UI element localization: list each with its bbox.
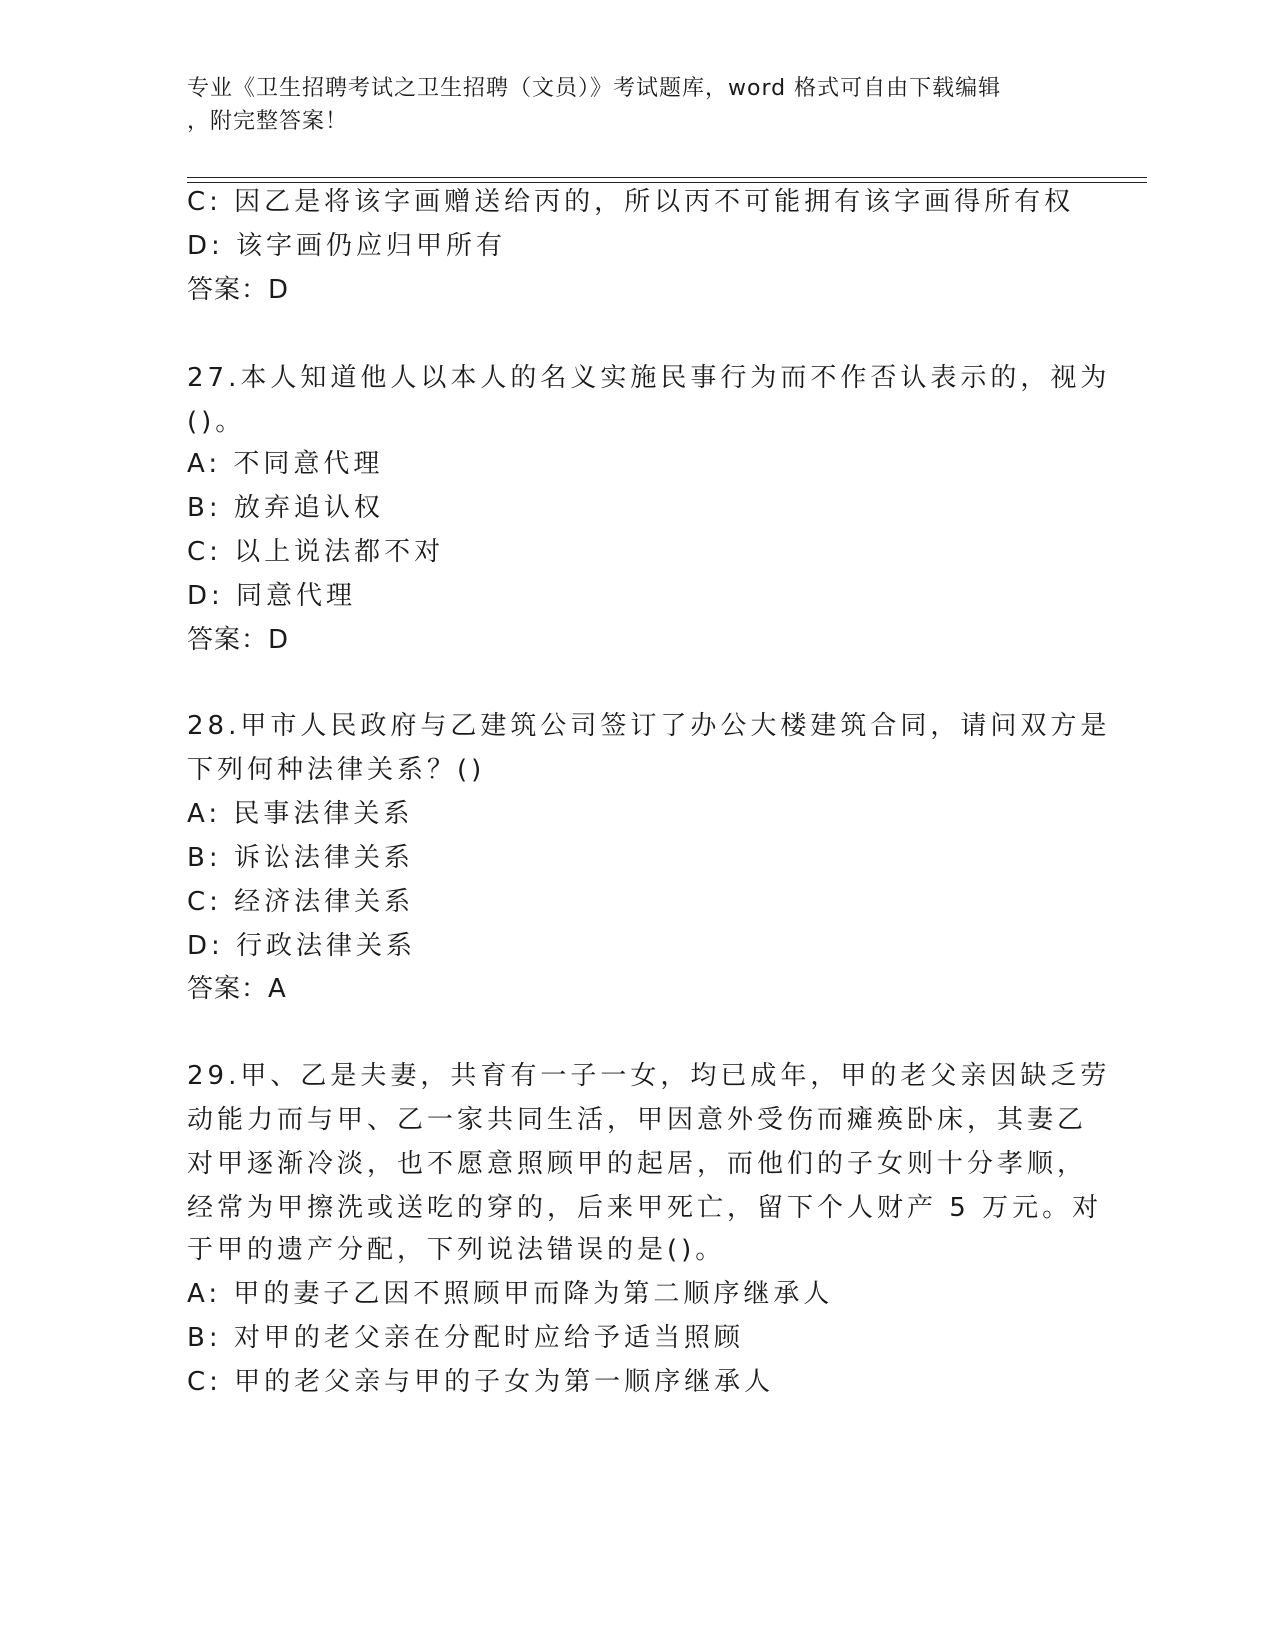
q29-stem-line-3: 对甲逐渐冷淡，也不愿意照顾甲的起居，而他们的子女则十分孝顺， bbox=[187, 1149, 1088, 1179]
q27-option-a: A: 不同意代理 bbox=[187, 449, 384, 479]
header-divider-top bbox=[187, 177, 1147, 178]
q28-stem-line-1: 28.甲市人民政府与乙建筑公司签订了办公大楼建筑合同，请问双方是 bbox=[187, 711, 1111, 741]
q26-option-d: D: 该字画仍应归甲所有 bbox=[187, 231, 507, 261]
header-line-1: 专业《卫生招聘考试之卫生招聘（文员）》考试题库，word 格式可自由下载编辑 bbox=[187, 76, 1002, 101]
q27-answer: 答案：D bbox=[187, 625, 290, 655]
q29-stem-line-2: 动能力而与甲、乙一家共同生活，甲因意外受伤而瘫痪卧床，其妻乙 bbox=[187, 1105, 1088, 1135]
q27-stem-line-1: 27.本人知道他人以本人的名义实施民事行为而不作否认表示的，视为 bbox=[187, 363, 1111, 393]
q27-option-b: B: 放弃追认权 bbox=[187, 493, 384, 523]
header-divider-bottom bbox=[187, 182, 1147, 183]
q28-option-d: D: 行政法律关系 bbox=[187, 931, 417, 961]
q29-stem-line-5: 于甲的遗产分配，下列说法错误的是()。 bbox=[187, 1235, 726, 1265]
q28-option-c: C: 经济法律关系 bbox=[187, 887, 415, 917]
q26-option-c: C: 因乙是将该字画赠送给丙的，所以丙不可能拥有该字画得所有权 bbox=[187, 187, 1075, 217]
q28-stem-line-2: 下列何种法律关系？() bbox=[187, 755, 486, 785]
q27-option-c: C: 以上说法都不对 bbox=[187, 537, 445, 567]
q27-stem-line-2: ()。 bbox=[187, 407, 246, 437]
header-line-2: ，附完整答案！ bbox=[187, 109, 349, 134]
q29-stem-line-1: 29.甲、乙是夫妻，共育有一子一女，均已成年，甲的老父亲因缺乏劳 bbox=[187, 1061, 1111, 1091]
q29-option-a: A: 甲的妻子乙因不照顾甲而降为第二顺序继承人 bbox=[187, 1279, 834, 1309]
document-header bbox=[187, 72, 1067, 138]
q27-option-d: D: 同意代理 bbox=[187, 581, 357, 611]
q29-option-c: C: 甲的老父亲与甲的子女为第一顺序继承人 bbox=[187, 1367, 775, 1397]
q28-option-a: A: 民事法律关系 bbox=[187, 799, 414, 829]
q29-option-b: B: 对甲的老父亲在分配时应给予适当照顾 bbox=[187, 1323, 744, 1353]
q26-answer: 答案：D bbox=[187, 275, 290, 305]
q28-answer: 答案：A bbox=[187, 974, 287, 1004]
q29-stem-line-4: 经常为甲擦洗或送吃的穿的，后来甲死亡，留下个人财产 5 万元。对 bbox=[187, 1193, 1103, 1223]
q28-option-b: B: 诉讼法律关系 bbox=[187, 843, 414, 873]
